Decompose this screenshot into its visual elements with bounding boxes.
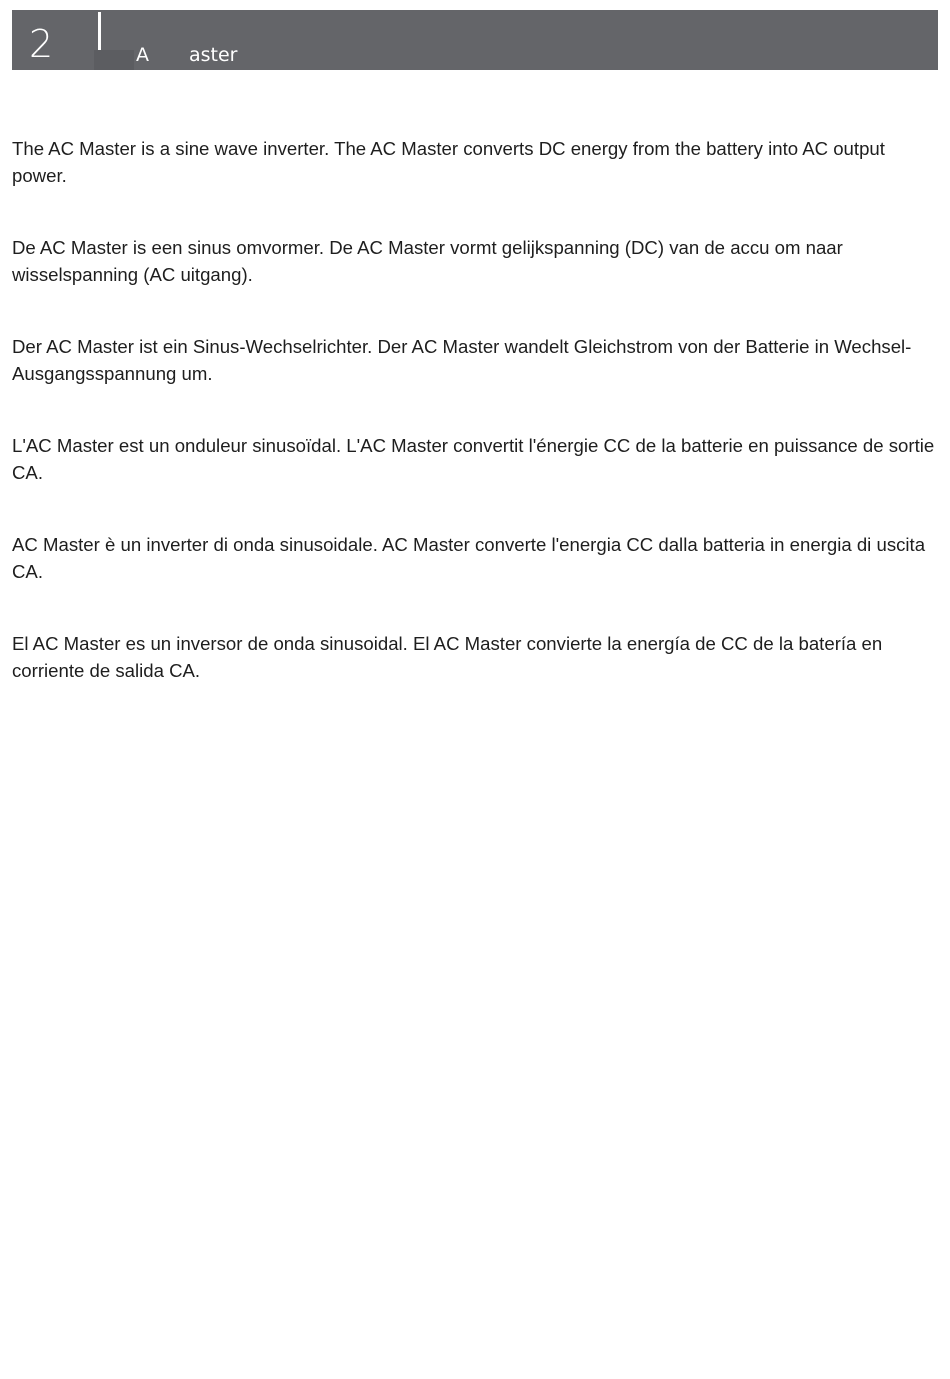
paragraph-spanish: El AC Master es un inversor de onda sinusoidal. El AC Master convierte la energía de CC de la batería en corriente de salida CA. [12, 633, 883, 681]
paragraph-dutch: De AC Master is een sinus omvormer. De AC Master vormt gelijkspanning (DC) van de accu om naar wisselspanning (AC uitgang). [12, 237, 843, 285]
header-notch [94, 50, 134, 70]
page-content [12, 135, 938, 729]
paragraph-italian: AC Master è un inverter di onda sinusoidale. AC Master converte l'energia CC dalla batteria in energia di uscita CA. [12, 534, 926, 582]
paragraph-french: L'AC Master est un onduleur sinusoïdal. L'AC Master convertit l'énergie CC de la batterie en puissance de sortie CA. [12, 435, 935, 483]
header-title-part1: A [136, 44, 149, 66]
page-header [12, 10, 938, 70]
page-number: 2 [29, 22, 54, 66]
header-title-part2: aster [189, 44, 238, 66]
header-divider [98, 12, 101, 50]
paragraph-english: The AC Master is a sine wave inverter. The AC Master converts DC energy from the battery into AC output power. [12, 138, 885, 186]
paragraph-german: Der AC Master ist ein Sinus-Wechselrichter. Der AC Master wandelt Gleichstrom von der Batterie in Wechsel-Ausgangsspannung um. [12, 336, 912, 384]
